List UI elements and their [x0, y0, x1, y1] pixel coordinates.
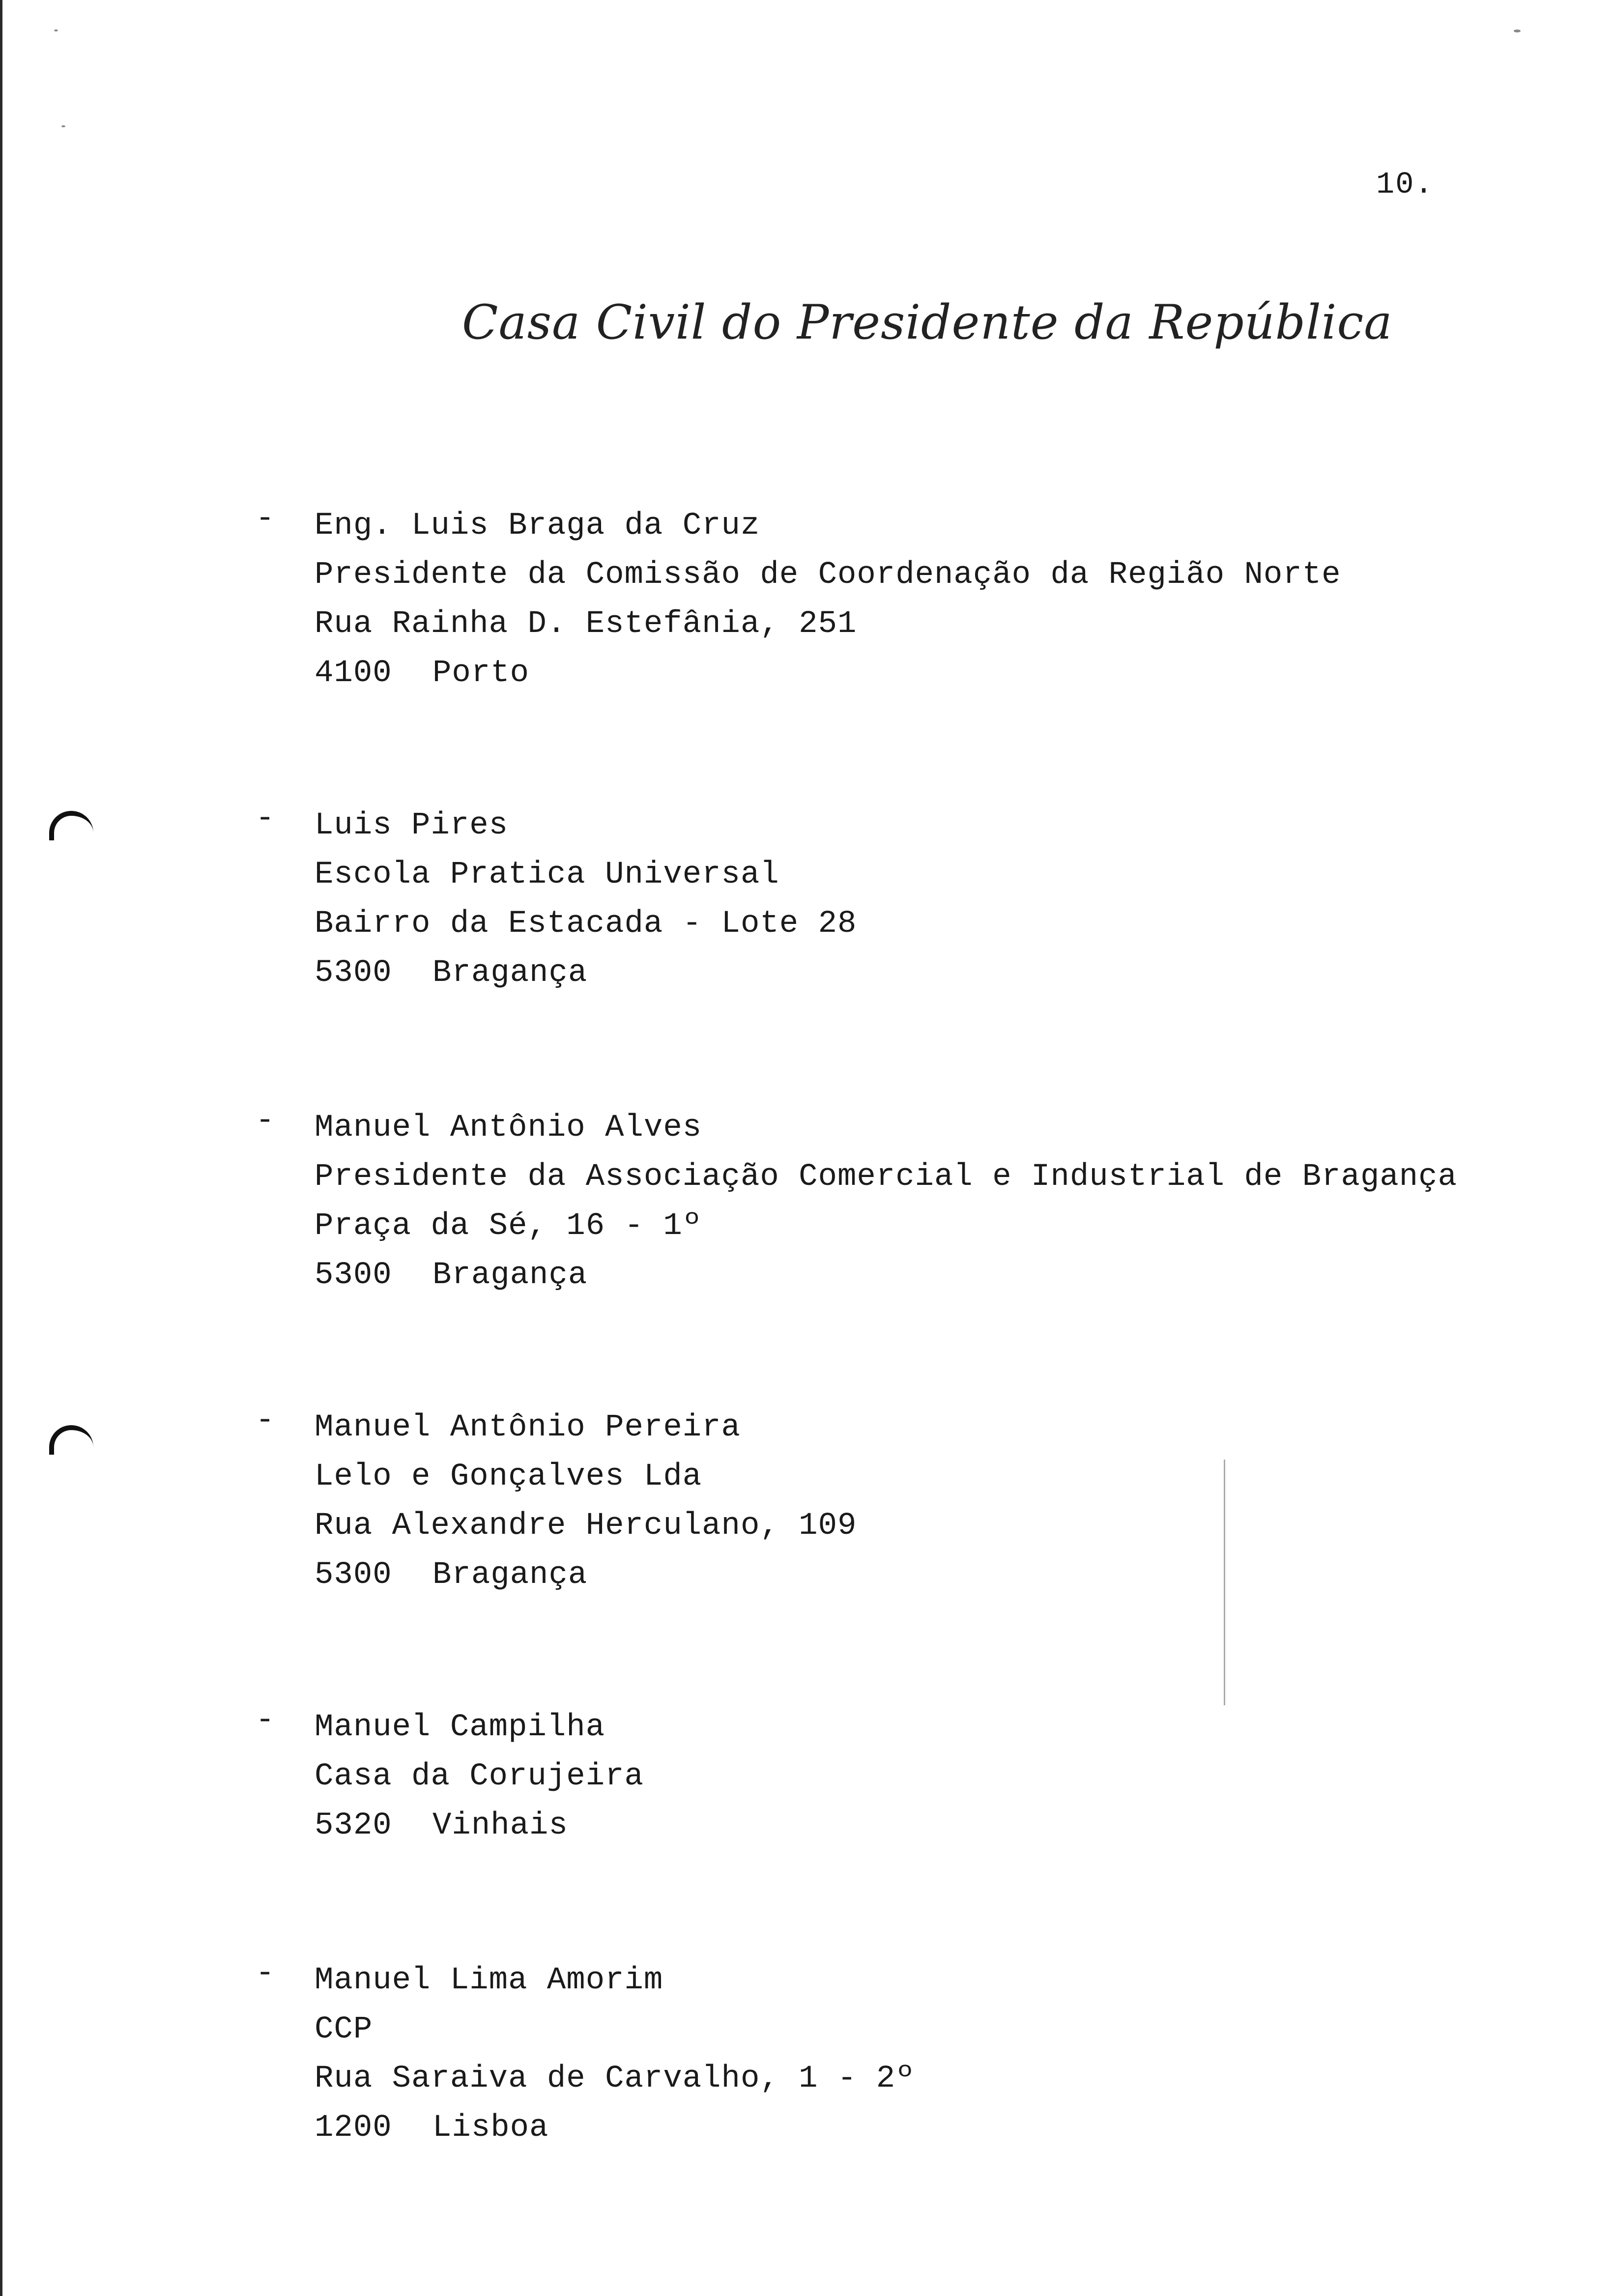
address-entry — [256, 1403, 1533, 1600]
address-entry — [256, 801, 1533, 998]
postal-code: 5320 — [315, 1808, 392, 1843]
list-dash: - — [256, 1703, 275, 1738]
punch-hole-mark — [49, 811, 93, 840]
binding-edge — [0, 0, 2, 2296]
city: Bragança — [432, 955, 588, 991]
contact-postal-line — [315, 1550, 1592, 1600]
punch-hole-mark — [49, 1425, 93, 1455]
list-dash: - — [256, 1103, 275, 1139]
city: Lisboa — [432, 2110, 549, 2146]
contact-street: Rua Alexandre Herculano, 109 — [315, 1508, 857, 1544]
contact-name: Luis Pires — [315, 808, 509, 843]
address-entry — [256, 1103, 1533, 1300]
contact-street: Bairro da Estacada - Lote 28 — [315, 906, 857, 942]
page-number: 10. — [1376, 167, 1434, 202]
contact-name: Manuel Antônio Alves — [315, 1110, 702, 1146]
city: Bragança — [432, 1258, 588, 1293]
contact-postal-line — [315, 1251, 1592, 1300]
contact-name: Manuel Lima Amorim — [315, 1963, 663, 1998]
list-dash: - — [256, 1403, 275, 1438]
scan-speck — [54, 29, 58, 31]
contact-name: Manuel Campilha — [315, 1710, 605, 1745]
contact-organization: CCP — [315, 2012, 373, 2047]
postal-code: 5300 — [315, 1557, 392, 1593]
scan-speck — [1514, 29, 1521, 32]
contact-postal-line — [315, 948, 1592, 998]
contact-name: Manuel Antônio Pereira — [315, 1410, 741, 1445]
letterhead: Casa Civil do Presidente da República — [462, 295, 1393, 350]
contact-street: Rua Rainha D. Estefânia, 251 — [315, 606, 857, 642]
contact-organization: Lelo e Gonçalves Lda — [315, 1459, 702, 1494]
contact-title: Presidente da Associação Comercial e Industrial de Bragança — [315, 1159, 1457, 1195]
contact-organization: Escola Pratica Universal — [315, 857, 779, 892]
address-entry — [256, 501, 1533, 698]
contact-organization: Casa da Corujeira — [315, 1759, 644, 1794]
postal-code: 5300 — [315, 1258, 392, 1293]
contact-postal-line — [315, 2103, 1592, 2152]
contact-name: Eng. Luis Braga da Cruz — [315, 508, 760, 544]
city: Porto — [432, 656, 530, 691]
list-dash: - — [256, 501, 275, 537]
contact-postal-line — [315, 649, 1592, 698]
postal-code: 5300 — [315, 955, 392, 991]
postal-code: 1200 — [315, 2110, 392, 2146]
city: Bragança — [432, 1557, 588, 1593]
address-entry — [256, 1703, 1533, 1850]
contact-street: Rua Saraiva de Carvalho, 1 - 2º — [315, 2061, 915, 2096]
list-dash: - — [256, 1956, 275, 1991]
scan-speck — [61, 125, 65, 127]
address-entry — [256, 1956, 1533, 2152]
city: Vinhais — [432, 1808, 568, 1843]
contact-street: Praça da Sé, 16 - 1º — [315, 1208, 702, 1244]
contact-postal-line — [315, 1801, 1592, 1850]
contact-title: Presidente da Comissão de Coordenação da Região Norte — [315, 557, 1341, 593]
postal-code: 4100 — [315, 656, 392, 691]
list-dash: - — [256, 801, 275, 836]
